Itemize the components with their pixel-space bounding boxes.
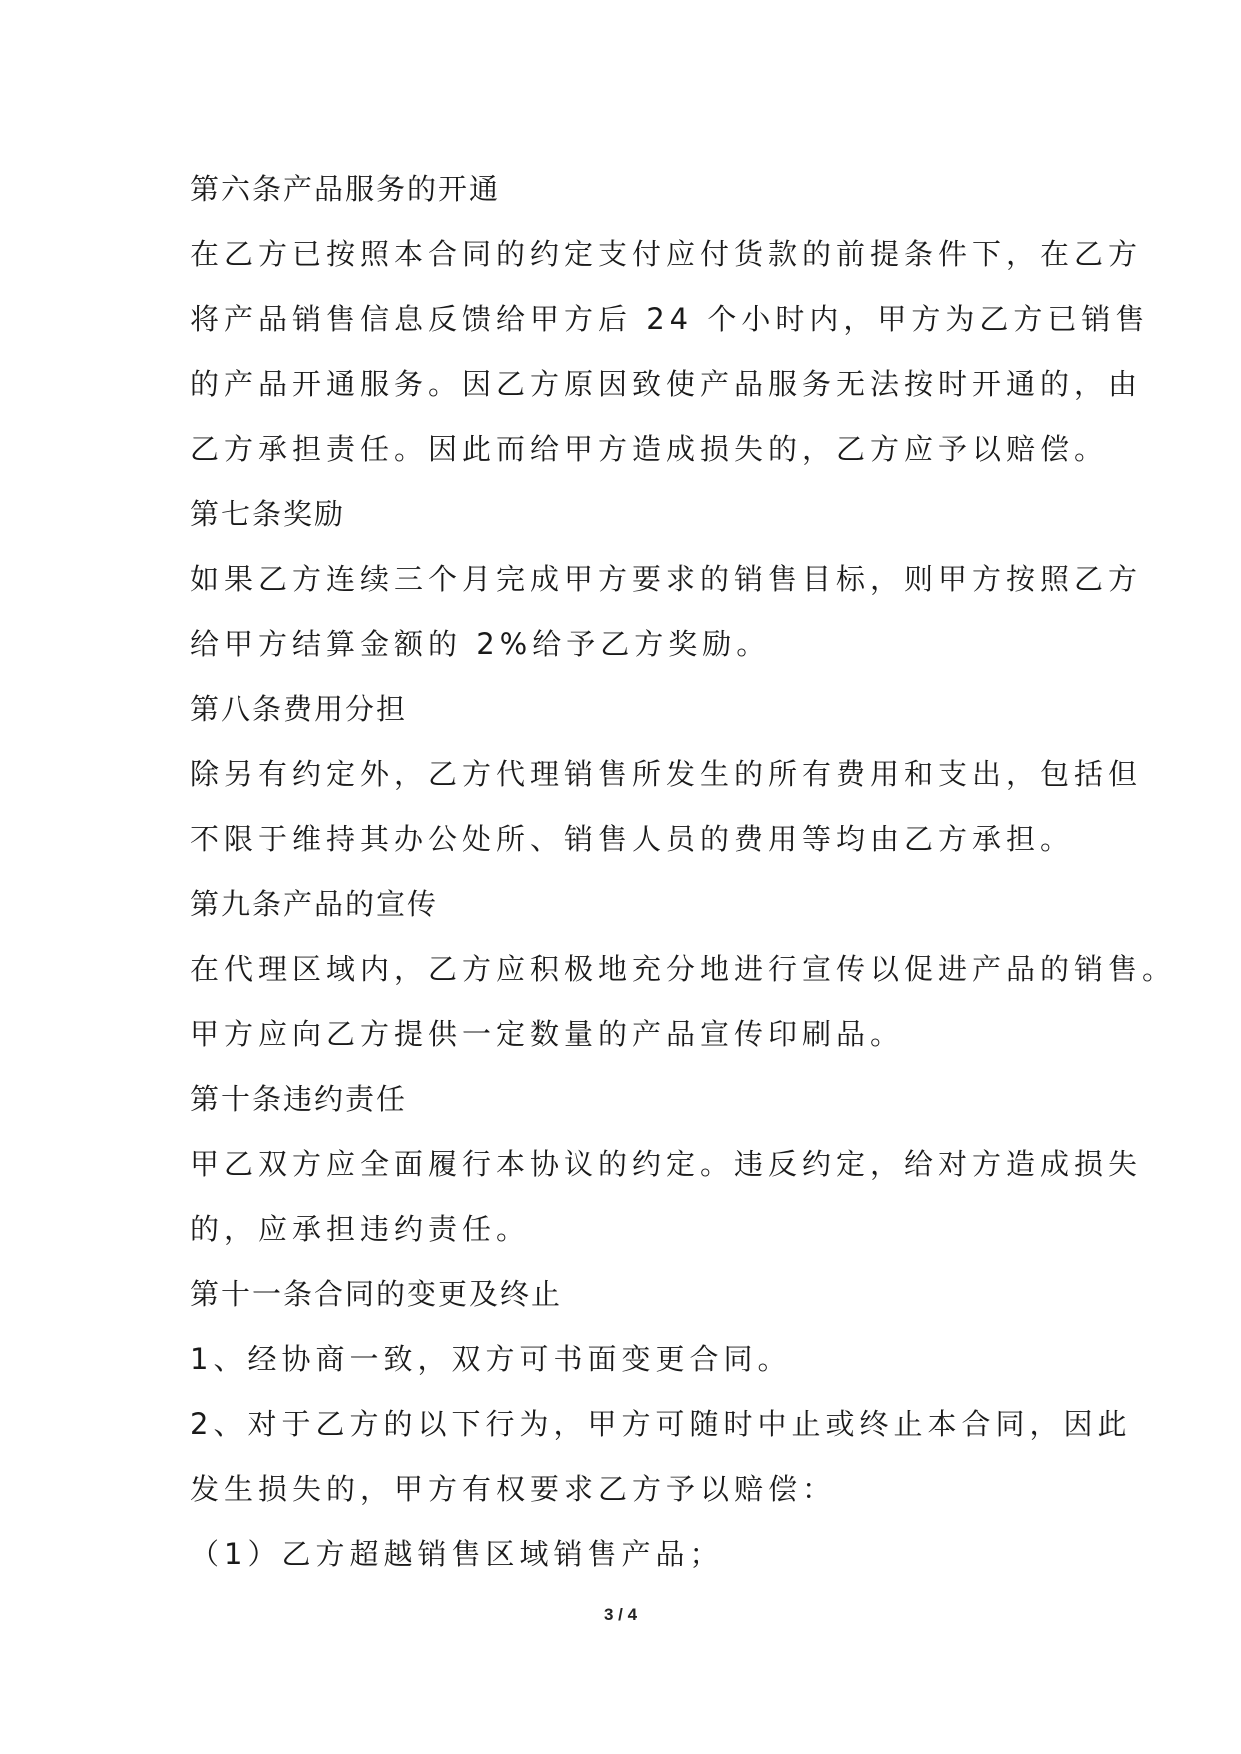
paragraph-line: 的产品开通服务。因乙方原因致使产品服务无法按时开通的，由: [190, 367, 1143, 401]
list-item: 1、经协商一致，双方可书面变更合同。: [190, 1342, 792, 1376]
section-heading-6: 第六条产品服务的开通: [190, 172, 501, 206]
sub-list-item: （1）乙方超越销售区域销售产品；: [190, 1537, 724, 1571]
list-item: 2、对于乙方的以下行为，甲方可随时中止或终止本合同，因此: [190, 1407, 1132, 1441]
section-heading-8: 第八条费用分担: [190, 692, 408, 726]
paragraph-line: 除另有约定外，乙方代理销售所发生的所有费用和支出，包括但: [190, 757, 1143, 791]
paragraph-line: 乙方承担责任。因此而给甲方造成损失的，乙方应予以赔偿。: [190, 432, 1109, 466]
paragraph-line: 在乙方已按照本合同的约定支付应付货款的前提条件下，在乙方: [190, 237, 1143, 271]
document-body: [190, 157, 1177, 1587]
paragraph-line: 将产品销售信息反馈给甲方后 24 个小时内，甲方为乙方已销售: [190, 302, 1150, 336]
paragraph-line: 给甲方结算金额的 2%给予乙方奖励。: [190, 627, 771, 661]
paragraph-line: 甲乙双方应全面履行本协议的约定。违反约定，给对方造成损失: [190, 1147, 1143, 1181]
section-heading-7: 第七条奖励: [190, 497, 346, 531]
section-heading-9: 第九条产品的宣传: [190, 887, 439, 921]
page-number: 3 / 4: [603, 1605, 638, 1624]
paragraph-line: 的，应承担违约责任。: [190, 1212, 531, 1246]
section-heading-10: 第十条违约责任: [190, 1082, 408, 1116]
paragraph-line: 甲方应向乙方提供一定数量的产品宣传印刷品。: [190, 1017, 905, 1051]
paragraph-line: 发生损失的，甲方有权要求乙方予以赔偿：: [190, 1472, 837, 1506]
paragraph-line: 在代理区域内，乙方应积极地充分地进行宣传以促进产品的销售。: [190, 952, 1177, 986]
section-heading-11: 第十一条合同的变更及终止: [190, 1277, 563, 1311]
paragraph-line: 不限于维持其办公处所、销售人员的费用等均由乙方承担。: [190, 822, 1075, 856]
paragraph-line: 如果乙方连续三个月完成甲方要求的销售目标，则甲方按照乙方: [190, 562, 1143, 596]
